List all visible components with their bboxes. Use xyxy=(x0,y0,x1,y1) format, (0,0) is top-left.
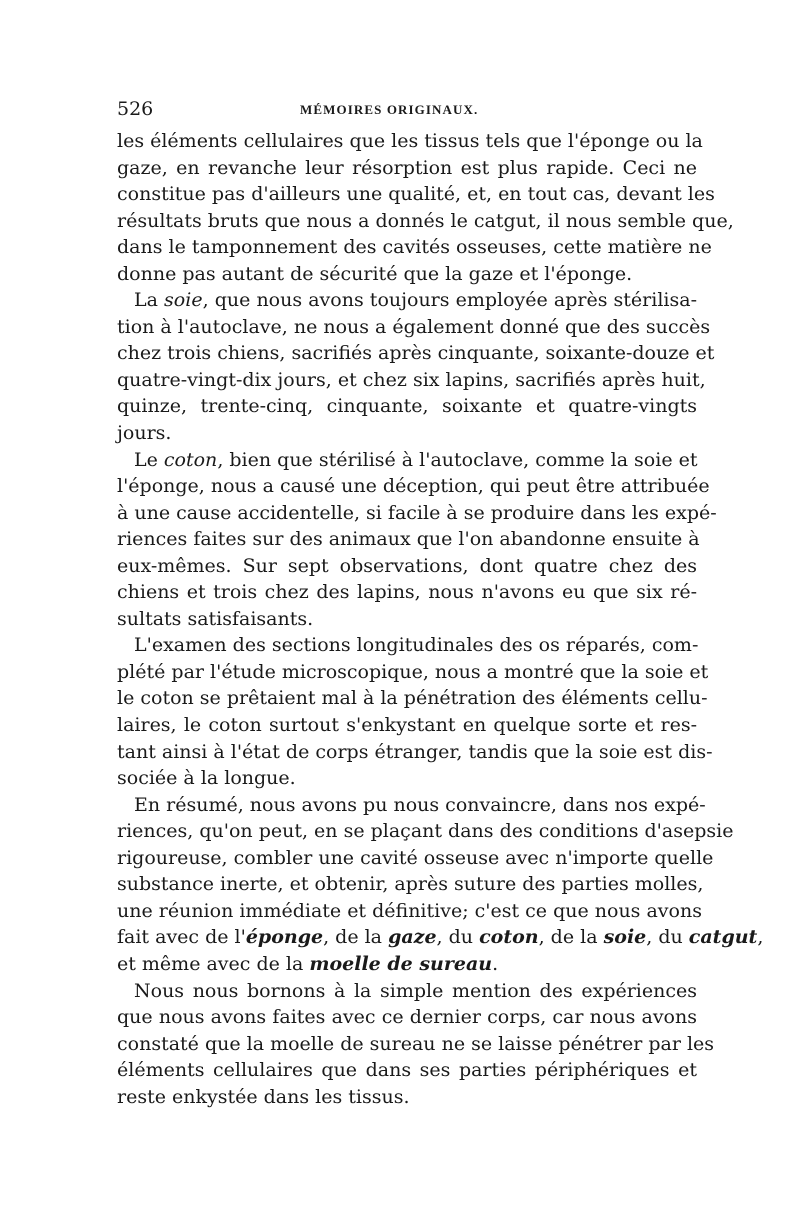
text-line: riences faites sur des animaux que l'on abandonne ensuite à xyxy=(117,528,700,551)
paragraph xyxy=(117,978,715,1111)
text-line: éléments cellulaires que dans ses parties périphériques et xyxy=(117,1059,697,1082)
text-line: sultats satisfaisants. xyxy=(117,607,314,630)
italic-term: éponge xyxy=(245,926,324,949)
running-title: MÉMOIRES ORIGINAUX. xyxy=(300,102,479,117)
text-line: substance inerte, et obtenir, après suture des parties molles, xyxy=(117,873,704,896)
text-line: une réunion immédiate et définitive; c'est ce que nous avons xyxy=(117,899,702,922)
text-line: Le coton, bien que stérilisé à l'autoclave, comme la soie et xyxy=(134,448,698,471)
text-line: eux-mêmes. Sur sept observations, dont quatre chez des xyxy=(117,554,697,577)
body-text xyxy=(117,128,764,1110)
text-line: quatre-vingt-dix jours, et chez six lapins, sacrifiés après huit, xyxy=(117,368,706,391)
italic-term: coton xyxy=(163,448,218,471)
text-line: laires, le coton surtout s'enkystant en quelque sorte et res- xyxy=(117,714,697,737)
text-line: tion à l'autoclave, ne nous a également donné que des succès xyxy=(117,315,711,338)
text-line: chez trois chiens, sacrifiés après cinquante, soixante-douze et xyxy=(117,342,715,365)
running-head xyxy=(117,98,697,122)
text-line: à une cause accidentelle, si facile à se produire dans les expé- xyxy=(117,501,717,524)
text-line: reste enkystée dans les tissus. xyxy=(117,1085,410,1108)
text-line: constitue pas d'ailleurs une qualité, et, en tout cas, devant les xyxy=(117,183,715,206)
text-line: tant ainsi à l'état de corps étranger, tandis que la soie est dis- xyxy=(117,740,713,763)
text-line: que nous avons faites avec ce dernier corps, car nous avons xyxy=(117,1006,697,1029)
page-number: 526 xyxy=(117,98,154,120)
paragraph xyxy=(117,287,715,446)
text-line: L'examen des sections longitudinales des os réparés, com- xyxy=(134,634,699,657)
italic-term: catgut xyxy=(688,926,758,949)
text-line: constaté que la moelle de sureau ne se laisse pénétrer par les xyxy=(117,1032,715,1055)
text-line: En résumé, nous avons pu nous convaincre, dans nos expé- xyxy=(134,793,706,816)
text-line: quinze, trente-cinq, cinquante, soixante et quatre-vingts xyxy=(117,395,697,418)
text-line: La soie, que nous avons toujours employée après stérilisa- xyxy=(134,289,697,312)
text-line: l'éponge, nous a causé une déception, qui peut être attribuée xyxy=(117,475,710,498)
text-line: fait avec de l'éponge, de la gaze, du coton, de la soie, du catgut, xyxy=(117,926,764,949)
text-line: résultats bruts que nous a donnés le catgut, il nous semble que, xyxy=(117,209,734,232)
italic-term: coton xyxy=(479,926,539,949)
italic-term: soie xyxy=(603,926,647,949)
text-line: Nous nous bornons à la simple mention des expériences xyxy=(134,979,697,1002)
paragraph xyxy=(117,792,764,978)
text-line: sociée à la longue. xyxy=(117,767,296,790)
paragraph xyxy=(117,632,713,791)
text-line: les éléments cellulaires que les tissus tels que l'éponge ou la xyxy=(117,130,703,152)
text-line: dans le tamponnement des cavités osseuses, cette matière ne xyxy=(117,236,712,259)
italic-term: moelle de sureau xyxy=(309,952,493,975)
text-line: rigoureuse, combler une cavité osseuse avec n'importe quelle xyxy=(117,846,714,869)
text-line: chiens et trois chez des lapins, nous n'avons eu que six ré- xyxy=(117,581,697,604)
text-line: riences, qu'on peut, en se plaçant dans des conditions d'asepsie xyxy=(117,820,734,843)
text-line: plété par l'étude microscopique, nous a montré que la soie et xyxy=(117,660,709,683)
paragraph xyxy=(117,128,734,287)
italic-term: soie xyxy=(164,289,203,312)
text-line: et même avec de la moelle de sureau. xyxy=(117,952,499,975)
text-line: donne pas autant de sécurité que la gaze et l'éponge. xyxy=(117,262,633,285)
text-line: le coton se prêtaient mal à la pénétration des éléments cellu- xyxy=(117,687,708,710)
text-line: jours. xyxy=(117,422,172,445)
paragraph xyxy=(117,447,717,633)
italic-term: gaze xyxy=(388,926,437,949)
text-line: gaze, en revanche leur résorption est plus rapide. Ceci ne xyxy=(117,156,697,179)
